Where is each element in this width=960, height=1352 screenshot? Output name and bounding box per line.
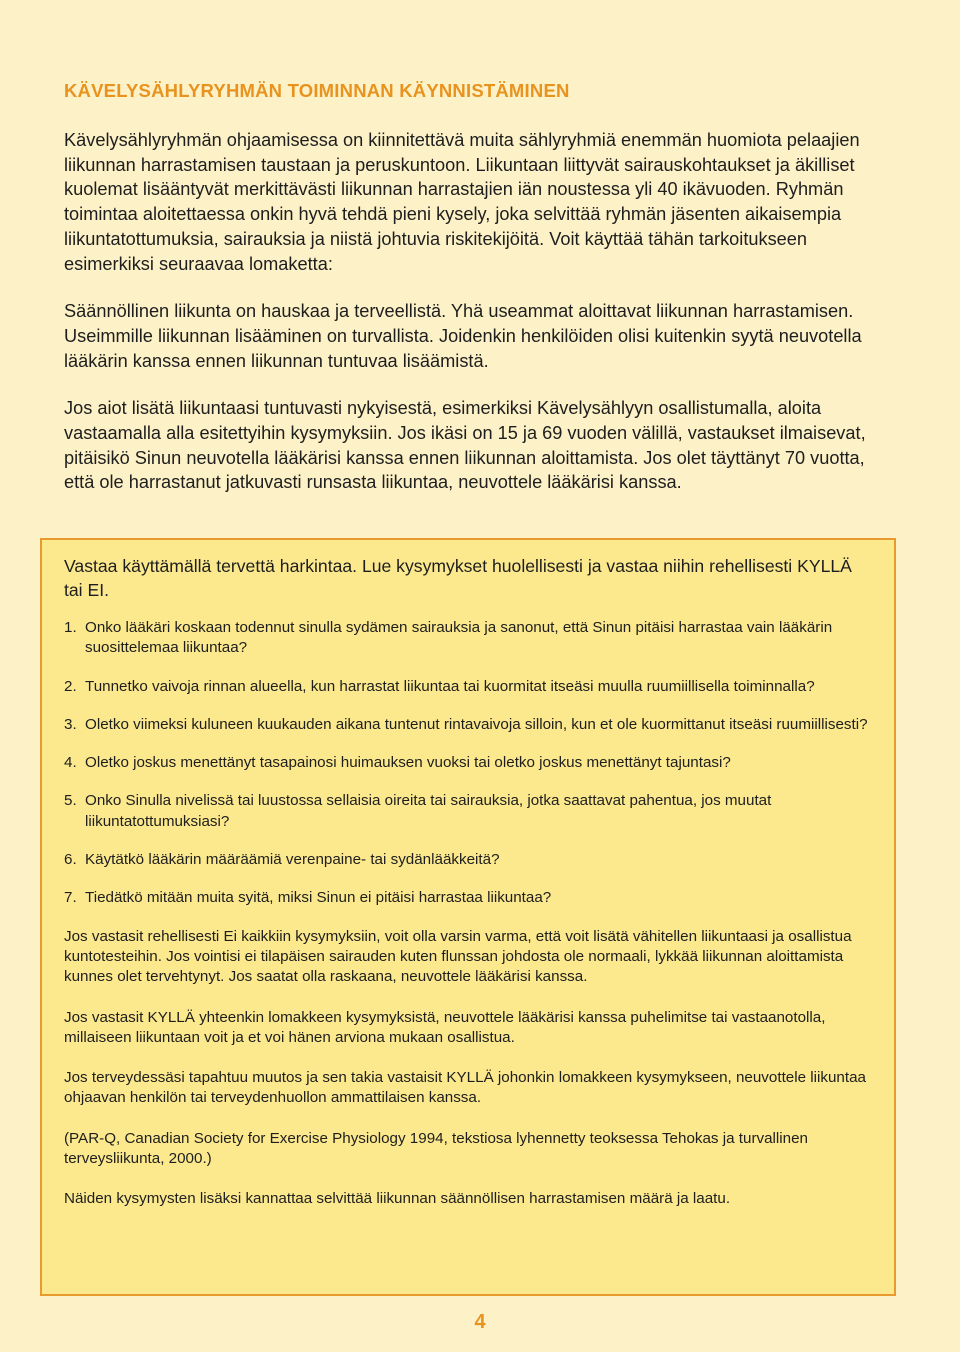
question-item: [64, 618, 872, 659]
answer-guidance: Jos terveydessäsi tapahtuu muutos ja sen takia vastaisit KYLLÄ johonkin lomakkeen kysymykseen, neuvottele liikuntaa ohjaavan henkilön tai terveydenhuollon ammattilaisen kanssa.: [64, 1069, 866, 1107]
questionnaire-instruction: Vastaa käyttämällä tervettä harkintaa. Lue kysymykset huolellisesti ja vastaa niihin rehellisesti KYLLÄ tai EI.: [64, 556, 852, 600]
answer-guidance: Jos vastasit KYLLÄ yhteenkin lomakkeen kysymyksistä, neuvottele lääkärisi kanssa puhelimitse tai vastaanotolla, millaiseen liikuntaan voit ja et voi hänen arviona mukaan osallistua.: [64, 1008, 826, 1046]
questionnaire-box: [40, 538, 896, 1296]
closing-note: Näiden kysymysten lisäksi kannattaa selvittää liikunnan säännöllisen harrastamisen määrä ja laatu.: [64, 1190, 731, 1208]
question-item: [64, 753, 872, 773]
question-number: 2.: [64, 677, 77, 695]
question-number: 3.: [64, 715, 77, 733]
intro-paragraph: Kävelysählyryhmän ohjaamisessa on kiinnitettävä muita sählyryhmiä enemmän huomiota pelaajien liikunnan harrastamisen taustaan ja peruskuntoon. Liikuntaan liittyvät sairauskohtaukset ja äkilliset kuolemat lisääntyvät merkittävästi liikunnan harrastajien iän noustessa yli 40 ikävuoden. Ryhmän toimintaa aloitettaessa onkin hyvä tehdä pieni kysely, joka selvittää ryhmän jäsenten aikaisempia liikuntatottumuksia, sairauksia ja niistä johtuvia riskitekijöitä. Voit käyttää tähän tarkoitukseen esimerkiksi seuraavaa lomaketta:: [64, 130, 860, 274]
page-heading: KÄVELYSÄHLYRYHMÄN TOIMINNAN KÄYNNISTÄMINEN: [64, 80, 570, 101]
question-number: 5.: [64, 792, 77, 810]
source-citation: (PAR-Q, Canadian Society for Exercise Physiology 1994, tekstiosa lyhennetty teoksessa Tehokas ja turvallinen terveysliikunta, 2000.): [64, 1129, 809, 1168]
question-item: [64, 677, 872, 697]
question-item: [64, 715, 872, 735]
question-number: 4.: [64, 754, 77, 772]
intro-paragraph: Jos aiot lisätä liikuntaasi tuntuvasti nykyisestä, esimerkiksi Kävelysählyyn osallistumalla, aloita vastaamalla alla esitettyihin kysymyksiin. Jos ikäsi on 15 ja 69 vuoden välillä, vastaukset ilmaisevat, pitäisikö Sinun neuvotella lääkärisi kanssa ennen liikunnan aloittamista. Jos olet täyttänyt 70 vuotta, että ole harrastanut jatkuvasti runsasta liikuntaa, neuvottele lääkärisi kanssa.: [64, 398, 866, 493]
intro-paragraph: Säännöllinen liikunta on hauskaa ja terveellistä. Yhä useammat aloittavat liikunnan harrastamisen. Useimmille liikunnan lisääminen on turvallista. Joidenkin henkilöiden olisi kuitenkin syytä neuvotella lääkärin kanssa ennen liikunnan tuntuvaa lisäämistä.: [64, 301, 862, 371]
question-text: Onko Sinulla nivelissä tai luustossa sellaisia oireita tai sairauksia, jotka saattavat pahentua, jos muutat liikuntatottumuksiasi?: [85, 792, 772, 830]
question-list: [64, 618, 872, 909]
question-text: Tunnetko vaivoja rinnan alueella, kun harrastat liikuntaa tai kuormitat itseäsi muulla ruumiillisella toiminnalla?: [85, 677, 815, 695]
question-number: 1.: [64, 619, 77, 636]
question-text: Onko lääkäri koskaan todennut sinulla sydämen sairauksia ja sanonut, että Sinun pitäisi harrastaa vain lääkärin suosittelemaa liikuntaa?: [85, 619, 833, 657]
page-number: 4: [474, 1311, 486, 1333]
question-text: Käytätkö lääkärin määräämiä verenpaine- tai sydänlääkkeitä?: [85, 851, 500, 869]
question-number: 7.: [64, 889, 77, 907]
intro-section: [64, 128, 892, 518]
question-number: 6.: [64, 851, 77, 869]
question-text: Oletko viimeksi kuluneen kuukauden aikana tuntenut rintavaivoja silloin, kun et ole kuormittanut itseäsi ruumiillisesti?: [85, 715, 868, 733]
question-text: Oletko joskus menettänyt tasapainosi huimauksen vuoksi tai oletko joskus menettänyt tajuntasi?: [85, 754, 731, 772]
answer-guidance: Jos vastasit rehellisesti Ei kaikkiin kysymyksiin, voit olla varsin varma, että voit lisätä vähitellen liikuntaasi ja osallistua kuntotesteihin. Jos vointisi ei tilapäisen sairauden kuten flunssan johdosta ole normaali, lykkää liikunnan aloittamista kunnes olet tervehtynyt. Jos saatat olla raskaana, neuvottele lääkärisi kanssa.: [64, 927, 852, 986]
question-item: [64, 791, 872, 832]
question-text: Tiedätkö mitään muita syitä, miksi Sinun ei pitäisi harrastaa liikuntaa?: [85, 889, 552, 907]
question-item: [64, 888, 872, 908]
question-item: [64, 850, 872, 870]
